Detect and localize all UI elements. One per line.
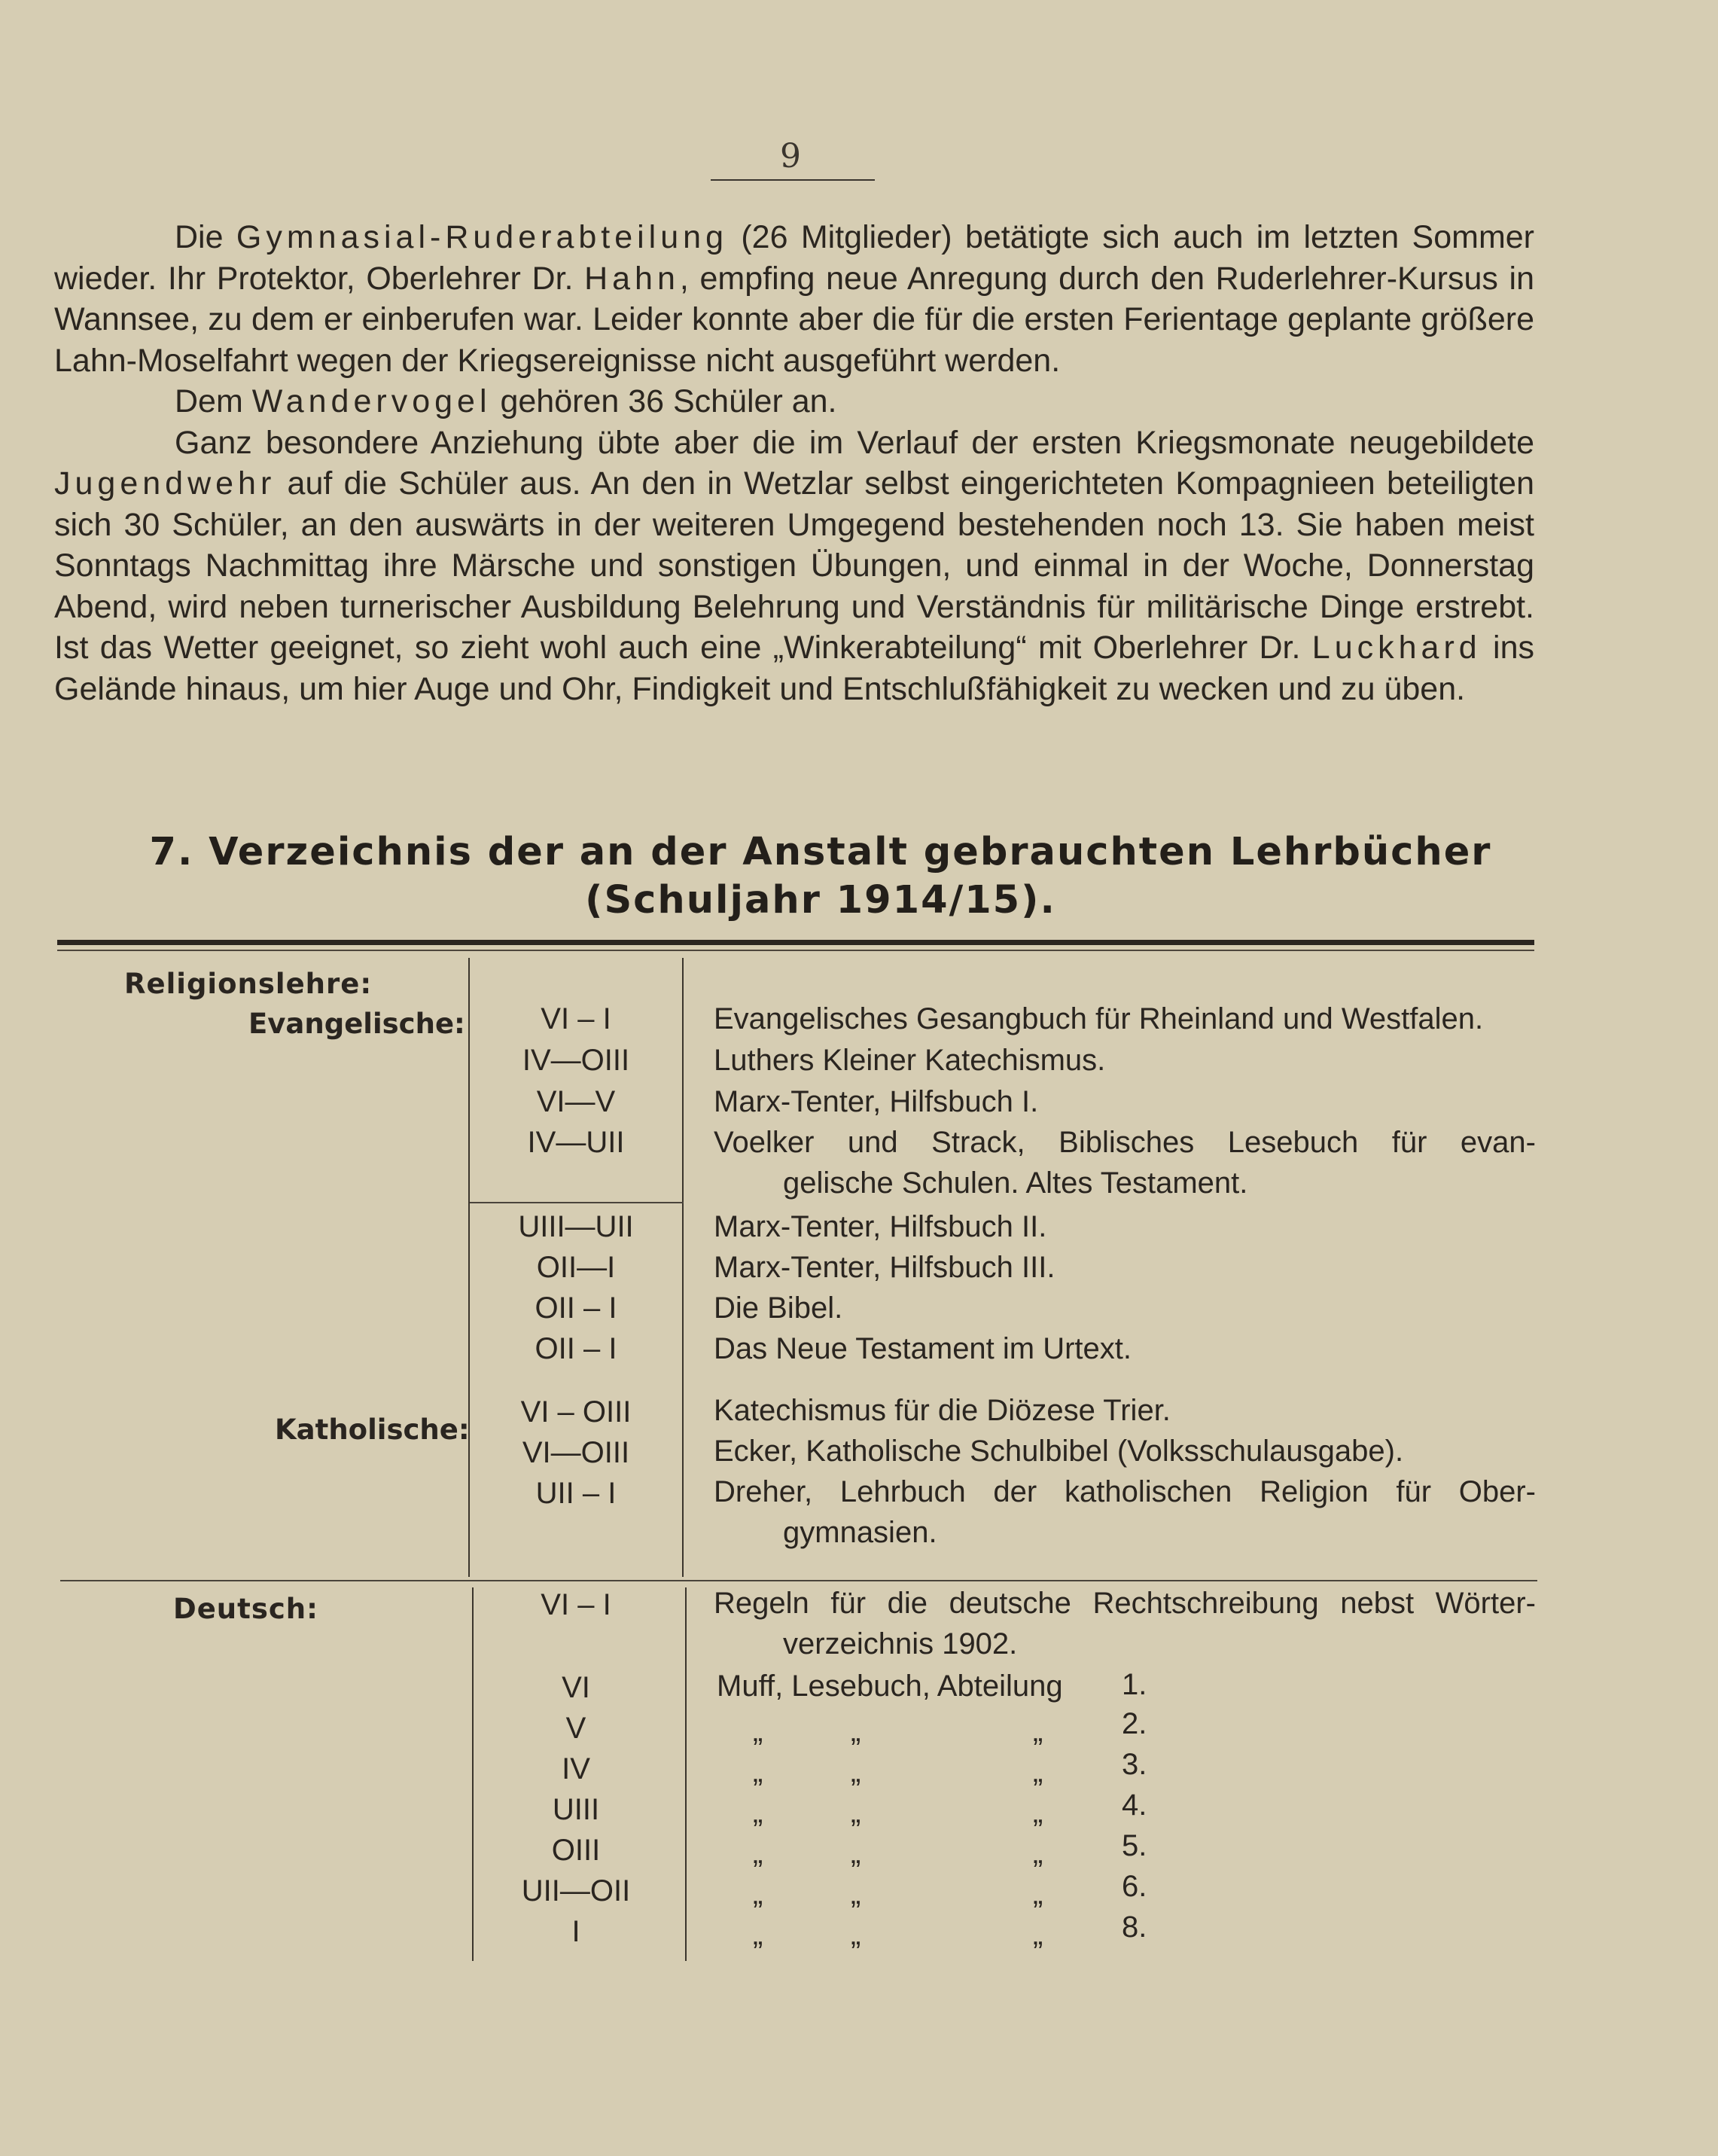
class-range: OII – I [535, 1332, 617, 1365]
paragraph-wandervogel: Dem Wandervogel gehören 36 Schüler an. [175, 383, 837, 419]
spaced-term: Gymnasial-Ruderabteilung [236, 219, 728, 255]
class-range: UIII [552, 1793, 600, 1826]
table-column-divider [472, 1587, 474, 1961]
table-column-divider [682, 958, 684, 1577]
ditto-mark: „ [851, 1796, 861, 1829]
book-entry: Dreher, Lehrbuch der katholischen Religion für Ober- gymnasien. [714, 1475, 1536, 1549]
book-entry: Ecker, Katholische Schulbibel (Volksschulausgabe). [714, 1435, 1404, 1468]
class-range: VI [562, 1671, 590, 1704]
subject-katholisch: Katholische: [275, 1413, 470, 1446]
ditto-mark: „ [851, 1837, 861, 1870]
table-column-divider [468, 958, 470, 1577]
heading-line-1: 7. Verzeichnis der an der Anstalt gebrauchten Lehrbücher [149, 830, 1492, 874]
book-entry: Muff, Lesebuch, Abteilung [717, 1670, 1063, 1703]
spaced-term: Wandervogel [251, 383, 492, 419]
book-part-number: 6. [1122, 1870, 1147, 1903]
ditto-mark: „ [753, 1796, 763, 1829]
ditto-mark: „ [1033, 1715, 1043, 1748]
book-entry: Katechismus für die Diözese Trier. [714, 1394, 1171, 1427]
class-range: VI – I [541, 1002, 611, 1035]
table-top-rule-thin [57, 950, 1534, 951]
table-row-rule [470, 1202, 684, 1203]
ditto-mark: „ [1033, 1796, 1043, 1829]
class-range: OIII [551, 1834, 601, 1867]
paragraph-jugendwehr: Ganz besondere Anziehung übte aber die im Verlauf der ersten Kriegsmonate neugebildete Jugendwehr auf die Schüler aus. An den in Wetzlar selbst eingerichteten Kompagnieen beteiligten sich 30 Schüler, an den auswärts in der weiteren Umgegend bestehenden noch 13. Sie haben meist Sonntags Nachmittag ihre Märsche und sonstigen Übungen, und einmal in der Woche, Donnerstag Abend, wird neben turnerischer Ausbildung Belehrung und Verständnis für militärische Dinge erstrebt. Ist das Wetter geeignet, so zieht wohl auch eine „Winkerabteilung“ mit Oberlehrer Dr. Luckhard ins Gelände hinaus, um hier Auge und Ohr, Findigkeit und Entschlußfähigkeit zu wecken und zu üben. [54, 424, 1534, 707]
class-range: UII – I [535, 1477, 617, 1510]
book-entry: Marx-Tenter, Hilfsbuch I. [714, 1085, 1039, 1118]
book-part-number: 5. [1122, 1829, 1147, 1862]
book-part-number: 8. [1122, 1911, 1147, 1944]
book-entry: Regeln für die deutsche Rechtschreibung nebst Wörter- verzeichnis 1902. [714, 1587, 1536, 1660]
book-entry: Marx-Tenter, Hilfsbuch III. [714, 1251, 1055, 1284]
book-entry: Das Neue Testament im Urtext. [714, 1332, 1132, 1365]
class-range: OII—I [536, 1251, 616, 1284]
book-entry: Luthers Kleiner Katechismus. [714, 1044, 1106, 1077]
page-number: 9 [780, 137, 801, 175]
ditto-mark: „ [1033, 1877, 1043, 1911]
book-part-number: 3. [1122, 1748, 1147, 1781]
table-section-rule [60, 1580, 1537, 1581]
book-entry: Voelker und Strack, Biblisches Lesebuch für evan- gelische Schulen. Altes Testament. [714, 1126, 1536, 1200]
table-top-rule-thick [57, 940, 1534, 945]
class-range: UII—OII [521, 1874, 631, 1907]
class-range: VI – OIII [520, 1395, 632, 1429]
book-entry: Marx-Tenter, Hilfsbuch II. [714, 1210, 1047, 1243]
subject-religion: Religionslehre: [124, 968, 373, 1000]
class-range: UIII—UII [518, 1210, 634, 1243]
class-range: VI—V [536, 1085, 616, 1118]
class-range: IV [562, 1752, 590, 1785]
class-range: OII – I [535, 1291, 617, 1325]
ditto-mark: „ [753, 1918, 763, 1951]
ditto-mark: „ [851, 1755, 861, 1789]
book-entry: Evangelisches Gesangbuch für Rheinland und Westfalen. [714, 1002, 1484, 1035]
class-range: VI – I [541, 1588, 611, 1621]
book-part-number: 4. [1122, 1789, 1147, 1822]
ditto-mark: „ [753, 1877, 763, 1911]
ditto-mark: „ [1033, 1918, 1043, 1951]
ditto-mark: „ [851, 1877, 861, 1911]
heading-line-2: (Schuljahr 1914/15). [585, 878, 1056, 922]
ditto-mark: „ [851, 1715, 861, 1748]
class-range: IV—OIII [522, 1044, 630, 1077]
table-column-divider [685, 1587, 687, 1961]
spaced-name: Hahn [584, 260, 680, 297]
section-heading [54, 828, 1587, 925]
subject-evangelisch: Evangelische: [248, 1008, 465, 1040]
ditto-mark: „ [851, 1918, 861, 1951]
spaced-term: Jugendwehr [54, 465, 276, 502]
book-part-number: 2. [1122, 1707, 1147, 1740]
ditto-mark: „ [753, 1715, 763, 1748]
class-range: VI—OIII [522, 1436, 630, 1469]
ditto-mark: „ [753, 1755, 763, 1789]
body-text [54, 217, 1534, 709]
paragraph-rowing: Die Gymnasial-Ruderabteilung (26 Mitglieder) betätigte sich auch im letzten Sommer wieder. Ihr Protektor, Oberlehrer Dr. Hahn, empfing neue Anregung durch den Ruderlehrer-Kursus in Wannsee, zu dem er einberufen war. Leider konnte aber die für die ersten Ferientage geplante größere Lahn-Moselfahrt wegen der Kriegsereignisse nicht ausgeführt werden. [54, 219, 1534, 379]
class-range: V [565, 1712, 586, 1745]
book-entry: Die Bibel. [714, 1291, 843, 1325]
class-range: I [571, 1915, 580, 1948]
book-part-number: 1. [1122, 1668, 1147, 1701]
ditto-mark: „ [1033, 1837, 1043, 1870]
class-range: IV—UII [527, 1126, 625, 1159]
ditto-mark: „ [1033, 1755, 1043, 1789]
ditto-mark: „ [753, 1837, 763, 1870]
page-number-rule [711, 179, 875, 181]
spaced-name: Luckhard [1311, 630, 1482, 666]
subject-deutsch: Deutsch: [173, 1593, 318, 1625]
